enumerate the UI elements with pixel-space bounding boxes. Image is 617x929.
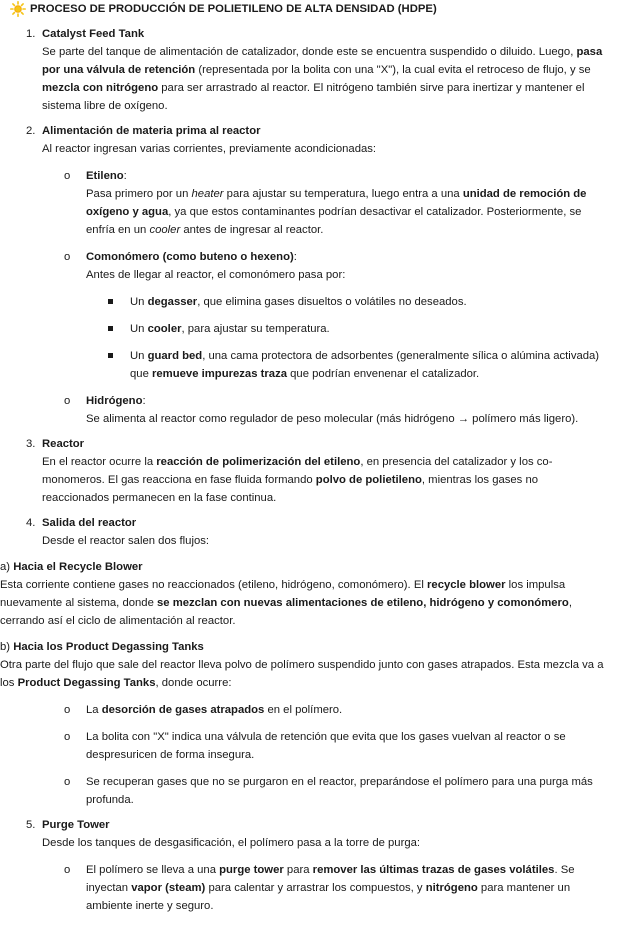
- subsection-paragraph: Esta corriente contiene gases no reaccionados (etileno, hidrógeno, comonómero). El recycle blower los impulsa nuevamente al sistema, donde se mezclan con nuevas alimentaciones de etileno, hidrógeno y comonómero, cerrando así el ciclo de alimentación al reactor.: [0, 579, 572, 627]
- section-5: [0, 816, 611, 852]
- page-title: PROCESO DE PRODUCCIÓN DE POLIETILENO DE ALTA DENSIDAD (HDPE): [30, 3, 437, 15]
- item-text: Un cooler, para ajustar su temperatura.: [130, 323, 330, 335]
- section-number: 3.: [26, 438, 36, 450]
- section-paragraph: En el reactor ocurre la reacción de polimerización del etileno, en presencia del catalizador y los co-monomeros. El gas reacciona en fase fluida formando polvo de polietileno, mientras los gases no reaccionados permanecen en la fase continua.: [42, 456, 553, 504]
- bullet-marker: o: [64, 395, 71, 407]
- item-text: Pasa primero por un heater para ajustar su temperatura, luego entra a una unidad de remoción de oxígeno y agua, ya que estos contaminantes podrían desactivar el catalizador. Posteriormente, se enfría en un cooler antes de ingresar al reactor.: [86, 188, 587, 236]
- item-heading: Comonómero (como buteno o hexeno): [86, 251, 294, 263]
- list-item: o Comonómero (como buteno o hexeno): Antes de llegar al reactor, el comonómero pasa por:: [0, 248, 611, 284]
- subsection-label: a): [0, 561, 14, 573]
- bullet-marker: o: [64, 864, 71, 876]
- subsection-heading: Hacia los Product Degassing Tanks: [13, 641, 204, 653]
- item-text: Un guard bed, una cama protectora de adsorbentes (generalmente sílica o alúmina activada) que remueve impurezas traza que podrían envenenar el catalizador.: [130, 350, 600, 380]
- section-heading: Purge Tower: [42, 819, 110, 831]
- bullet-marker: o: [64, 170, 71, 182]
- item-text: Se recuperan gases que no se purgaron en el reactor, preparándose el polímero para una purga más profunda.: [86, 776, 593, 806]
- item-text: La bolita con "X" indica una válvula de retención que evita que los gases vuelvan al reactor o se despresuricen de forma insegura.: [86, 731, 566, 761]
- item-heading: Hidrógeno: [86, 395, 143, 407]
- item-text: Antes de llegar al reactor, el comonómero pasa por:: [86, 269, 346, 281]
- square-bullet-icon: [108, 353, 113, 358]
- section-intro: Desde el reactor salen dos flujos:: [42, 535, 210, 547]
- subsection-b: [0, 638, 611, 692]
- bullet-marker: o: [64, 776, 71, 788]
- bullet-marker: o: [64, 251, 71, 263]
- list-item: o Hidrógeno: Se alimenta al reactor como regulador de peso molecular (más hidrógeno → polímero más ligero).: [0, 392, 611, 428]
- list-item: [0, 320, 611, 338]
- subsection-heading: Hacia el Recycle Blower: [13, 561, 143, 573]
- section-intro: Al reactor ingresan varias corrientes, previamente acondicionadas:: [42, 143, 377, 155]
- bullet-marker: o: [64, 731, 71, 743]
- bullet-marker: o: [64, 704, 71, 716]
- title-row: [0, 0, 611, 18]
- section-number: 1.: [26, 28, 36, 40]
- list-item: [0, 773, 611, 809]
- list-item: [0, 728, 611, 764]
- section-heading: Catalyst Feed Tank: [42, 28, 145, 40]
- section-number: 4.: [26, 517, 36, 529]
- section-1: [0, 25, 611, 115]
- list-item: [0, 347, 611, 383]
- subsection-a: [0, 558, 611, 630]
- subsection-paragraph: Otra parte del flujo que sale del reactor lleva polvo de polímero suspendido junto con gases atrapados. Esta mezcla va a los Product Degassing Tanks, donde ocurre:: [0, 659, 604, 689]
- list-item: [0, 861, 611, 915]
- section-heading: Reactor: [42, 438, 85, 450]
- list-item: [0, 293, 611, 311]
- square-bullet-icon: [108, 326, 113, 331]
- subsection-label: b): [0, 641, 14, 653]
- section-number: 5.: [26, 819, 36, 831]
- section-heading: Salida del reactor: [42, 517, 137, 529]
- item-text: El polímero se lleva a una purge tower para remover las últimas trazas de gases volátiles. Se inyectan vapor (steam) para calentar y arrastrar los compuestos, y nitrógeno para mantener un ambiente inerte y seguro.: [86, 864, 575, 912]
- list-item: o Etileno: Pasa primero por un heater para ajustar su temperatura, luego entra a una unidad de remoción de oxígeno y agua, ya que estos contaminantes podrían desactivar el catalizador. Posteriormente, se enfría en un cooler antes de ingresar al reactor.: [0, 167, 611, 239]
- section-heading: Alimentación de materia prima al reactor: [42, 125, 261, 137]
- section-4: [0, 514, 611, 550]
- item-text: Un degasser, que elimina gases disueltos o volátiles no deseados.: [130, 296, 467, 308]
- item-text: La desorción de gases atrapados en el polímero.: [86, 704, 343, 716]
- section-3: [0, 435, 611, 507]
- section-2: [0, 122, 611, 158]
- item-text: Se alimenta al reactor como regulador de peso molecular (más hidrógeno → polímero más ligero).: [86, 413, 579, 425]
- sun-emoji-icon: [10, 1, 26, 17]
- section-paragraph: Se parte del tanque de alimentación de catalizador, donde este se encuentra suspendido o diluido. Luego, pasa por una válvula de retención (representada por la bolita con una "X"), la cual evita el retroceso de flujo, y se mezcla con nitrógeno para ser arrastrado al reactor. El nitrógeno también sirve para inertizar y mantener el sistema libre de oxígeno.: [42, 46, 603, 112]
- list-item: [0, 701, 611, 719]
- square-bullet-icon: [108, 299, 113, 304]
- section-number: 2.: [26, 125, 36, 137]
- section-intro: Desde los tanques de desgasificación, el polímero pasa a la torre de purga:: [42, 837, 421, 849]
- item-heading: Etileno: [86, 170, 124, 182]
